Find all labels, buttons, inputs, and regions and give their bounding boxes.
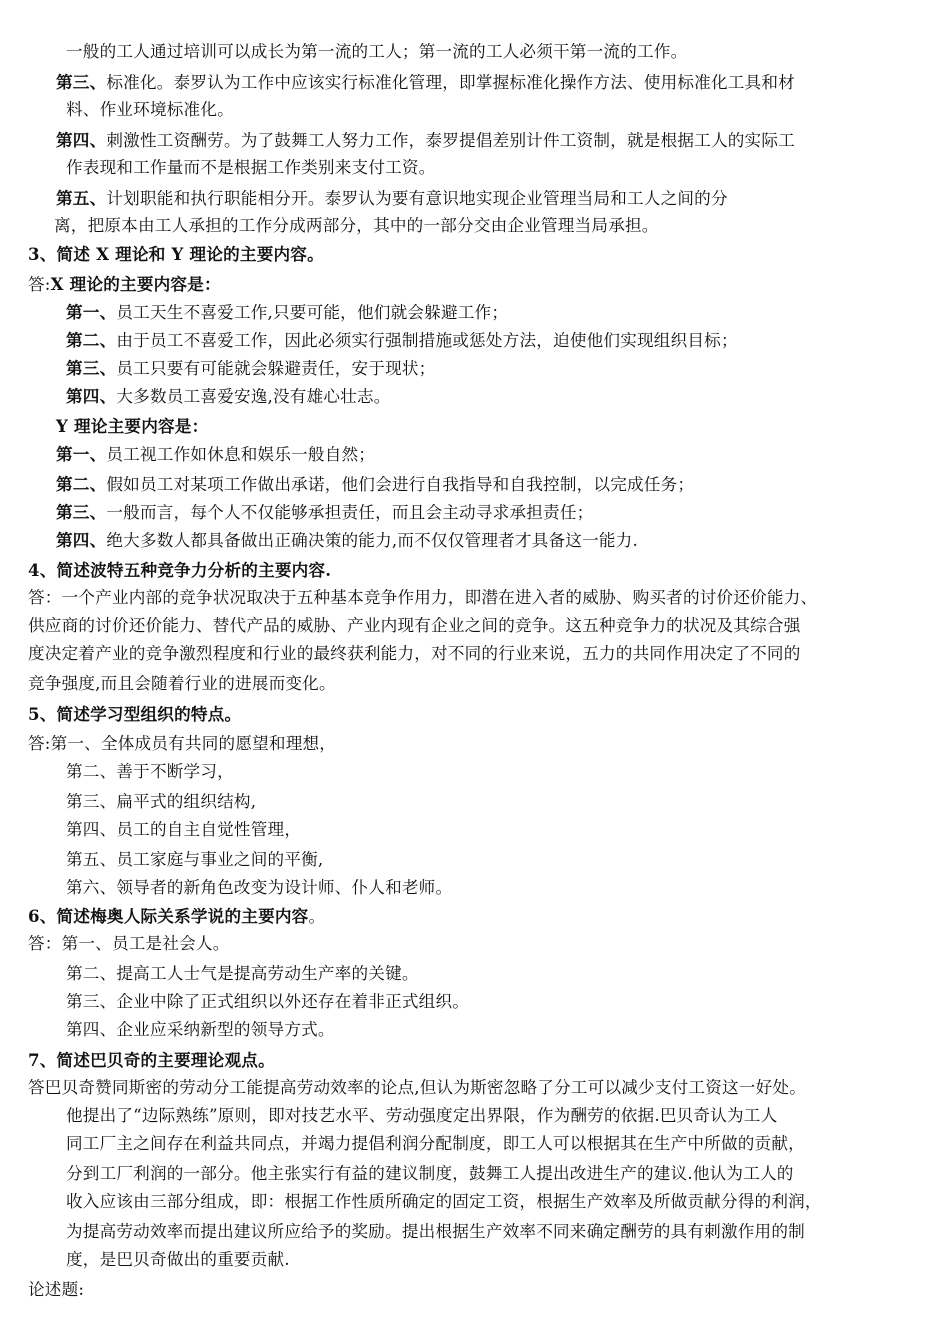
bold-text-run: 第四、 [56, 530, 107, 550]
text-line [28, 1280, 84, 1300]
text-line [54, 216, 659, 236]
bold-text-run: 第四、 [56, 130, 107, 150]
text-run: 同工厂主之间存在利益共同点，并竭力提倡利润分配制度，即工人可以根据其在生产中所做的贡献， [66, 1134, 805, 1153]
bold-text-run: 7、简述巴贝奇的主要理论观点。 [28, 1050, 275, 1070]
text-line [56, 502, 593, 523]
text-line [28, 1050, 275, 1071]
text-run: 第六、领导者的新角色改变为设计师、仆人和老师。 [66, 878, 453, 897]
bold-text-run: 第二、 [56, 474, 107, 494]
text-run: 竞争强度,而且会随着行业的进展而变化。 [28, 674, 336, 693]
text-line [66, 1134, 805, 1154]
text-line [66, 158, 435, 178]
text-line [28, 906, 325, 927]
text-line [66, 1222, 805, 1242]
text-run: 第四、企业应采纳新型的领导方式。 [66, 1020, 335, 1039]
text-run: 答巴贝奇赞同斯密的劳动分工能提高劳动效率的论点,但认为斯密忽略了分工可以减少支付工资这一好处。 [28, 1078, 806, 1097]
text-line [28, 560, 331, 581]
text-run: 。 [308, 907, 326, 926]
text-line [66, 386, 391, 407]
text-run: 第四、员工的自主自觉性管理， [66, 820, 302, 839]
text-line [66, 302, 508, 323]
text-line [66, 42, 687, 62]
text-line [56, 530, 638, 551]
text-run: 他提出了“边际熟练”原则，即对技艺水平、劳动强度定出界限，作为酬劳的依据.巴贝奇认为工人 [66, 1106, 778, 1125]
text-run: 离，把原本由工人承担的工作分成两部分，其中的一部分交由企业管理当局承担。 [54, 216, 659, 235]
text-line [56, 72, 795, 93]
text-run: 第五、员工家庭与事业之间的平衡, [66, 850, 324, 869]
text-line [66, 1020, 335, 1040]
text-line [66, 792, 256, 812]
text-run: 第二、善于不断学习， [66, 762, 234, 781]
text-line [56, 130, 795, 151]
text-run: 由于员工不喜爱工作，因此必须实行强制措施或惩处方法，迫使他们实现组织目标； [116, 331, 738, 350]
text-line [66, 878, 452, 898]
bold-text-run: 3、简述 X 理论和 Y 理论的主要内容。 [28, 244, 324, 264]
text-run: 供应商的讨价还价能力、替代产品的威胁、产业内现有企业之间的竞争。这五种竞争力的状况及其综合强 [28, 616, 801, 635]
text-line [28, 674, 336, 694]
text-run: 论述题: [28, 1280, 85, 1299]
text-run: 第二、提高工人士气是提高劳动生产率的关键。 [66, 964, 419, 983]
text-run: 作表现和工作量而不是根据工作类别来支付工资。 [66, 158, 436, 177]
text-line [66, 762, 234, 782]
text-run: 绝大多数人都具备做出正确决策的能力,而不仅仅管理者才具备这一能力. [106, 531, 638, 550]
text-line [66, 358, 435, 379]
text-run: 收入应该由三部分组成，即：根据工作性质所确定的固定工资，根据生产效率及所做贡献分得的利润， [66, 1192, 822, 1211]
text-line [66, 820, 301, 840]
text-run: 分到工厂利润的一部分。他主张实行有益的建议制度，鼓舞工人提出改进生产的建议.他认为工人的 [66, 1164, 794, 1183]
bold-text-run: 第三、 [66, 358, 117, 378]
text-run: 计划职能和执行职能相分开。泰罗认为要有意识地实现企业管理当局和工人之间的分 [106, 189, 728, 208]
text-line [66, 330, 738, 351]
text-run: 度，是巴贝奇做出的重要贡献. [66, 1250, 290, 1269]
text-run: 料、作业环境标准化。 [66, 100, 234, 119]
text-line [66, 1250, 290, 1270]
text-run: 答: [28, 275, 51, 294]
text-line [66, 1192, 822, 1212]
bold-text-run: 第三、 [56, 72, 107, 92]
text-run: 一般而言，每个人不仅能够承担责任，而且会主动寻求承担责任； [106, 503, 594, 522]
bold-text-run: 6、简述梅奥人际关系学说的主要内容 [28, 906, 309, 926]
text-line [56, 444, 375, 465]
text-line [28, 588, 817, 608]
text-run: 员工视工作如休息和娱乐一般自然； [106, 445, 376, 464]
text-run: 员工天生不喜爱工作,只要可能，他们就会躲避工作； [116, 303, 509, 322]
text-run: 答:第一、全体成员有共同的愿望和理想， [28, 734, 337, 753]
text-run: 为提高劳动效率而提出建议所应给予的奖励。提出根据生产效率不同来确定酬劳的具有刺激作用的制 [66, 1222, 805, 1241]
text-run: 大多数员工喜爱安逸,没有雄心壮志。 [116, 387, 391, 406]
text-line [66, 850, 323, 870]
bold-text-run: Y 理论主要内容是： [56, 416, 209, 436]
text-run: 答：第一、员工是社会人。 [28, 934, 230, 953]
bold-text-run: 第二、 [66, 330, 117, 350]
bold-text-run: 第五、 [56, 188, 107, 208]
text-run: 刺激性工资酬劳。为了鼓舞工人努力工作，泰罗提倡差别计件工资制，就是根据工人的实际工 [106, 131, 795, 150]
text-run: 假如员工对某项工作做出承诺，他们会进行自我指导和自我控制，以完成任务； [106, 475, 695, 494]
text-run: 第三、企业中除了正式组织以外还存在着非正式组织。 [66, 992, 470, 1011]
bold-text-run: 第一、 [66, 302, 117, 322]
text-line [28, 644, 801, 664]
text-line [28, 734, 336, 754]
text-line [56, 474, 694, 495]
text-line [28, 274, 221, 295]
text-line [28, 1078, 806, 1098]
text-run: 标准化。泰罗认为工作中应该实行标准化管理，即掌握标准化操作方法、使用标准化工具和材 [106, 73, 795, 92]
text-run: 答：一个产业内部的竞争状况取决于五种基本竞争作用力，即潜在进入者的威胁、购买者的讨价还价能力、 [28, 588, 818, 607]
text-line [56, 188, 728, 209]
text-line [28, 704, 241, 725]
text-line [66, 1106, 777, 1126]
text-line [56, 416, 208, 437]
bold-text-run: 5、简述学习型组织的特点。 [28, 704, 242, 724]
text-run: 一般的工人通过培训可以成长为第一流的工人；第一流的工人必须干第一流的工作。 [66, 42, 688, 61]
text-run: 第三、扁平式的组织结构, [66, 792, 257, 811]
text-line [66, 992, 469, 1012]
text-line [28, 616, 801, 636]
bold-text-run: 第四、 [66, 386, 117, 406]
text-run: 度决定着产业的竞争激烈程度和行业的最终获利能力，对不同的行业来说，五力的共同作用决定了不同的 [28, 644, 801, 663]
text-line [28, 934, 230, 954]
text-run: 员工只要有可能就会躲避责任，安于现状； [116, 359, 436, 378]
text-line [66, 964, 419, 984]
text-line [66, 100, 234, 120]
bold-text-run: 4、简述波特五种竞争力分析的主要内容. [28, 560, 332, 580]
text-line [66, 1164, 794, 1184]
bold-text-run: 第一、 [56, 444, 107, 464]
text-line [28, 244, 324, 265]
bold-text-run: 第三、 [56, 502, 107, 522]
bold-text-run: X 理论的主要内容是： [50, 274, 221, 294]
